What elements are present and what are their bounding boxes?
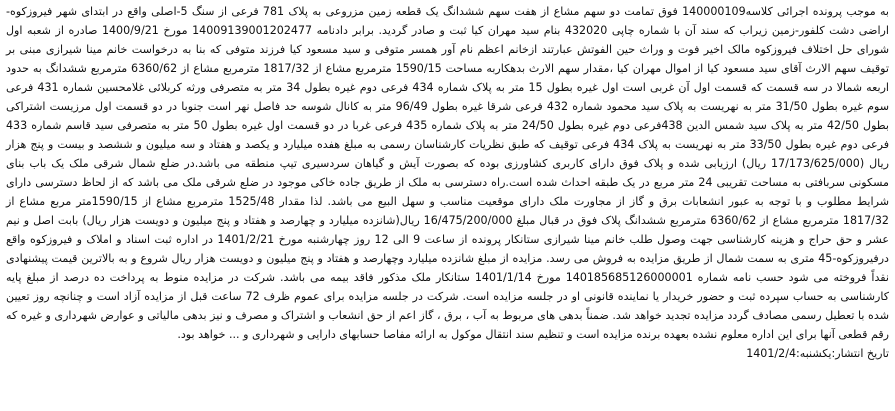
publication-date-label: تاریخ انتشار:یکشنبه: bbox=[796, 347, 889, 360]
publication-date-value: 1401/2/4 bbox=[746, 347, 797, 360]
publication-date bbox=[6, 344, 889, 363]
notice-body-text: به موجب پرونده اجرائی کلاسه140000109 فوق تمامت دو سهم مشاع از هفت سهم ششدانگ یک قطعه زمین مزروعی به پلاک 781 فرعی از سنگ 5-اصلی واقع در ابتدای شهر فیروزکوه-اراضی دشت کلفور-زمین زیراب که سند آن با شماره چاپی 432020 بنام سید مهران کیا ثبت و صادر گردید. برابر دادنامه 140091390012024‌77 مورخ 1400/9/21 صادره از شعبه اول شورای حل اختلاف فیروزکوه مالک اخیر فوت و وراث حین الفوتش عبارتند ازخانم اعظم نام آور همسر متوفی و سید مسعود کیا فرزند متوفی که بنا به درخواست خانم مینا شیرازی مبنی بر توقیف سهم الارث آقای سید مسعود کیا از اموال مهران کیا ،مقدار سهم الارث بدهکاربه مساحت 1590/15 مترمربع مشاع از 1817/32 مترمربع مشاع از 6360/62 مترمربع ششدانگ به حدود اربعه شمالا در سه قسمت که قسمت اول آن غربی است اول غیره بطول 15 متر به پلاک شماره 434 فرعی دوم غیره بطول 34 متر به متصرفی ورثه کربلائی غلامحسین شماره 431 فرعی سوم غیره بطول 31/50 متر به نهریست به پلاک سید محمود شماره 432 فرعی شرقا غیره بطول 96/49 متر به کانال شوسه حد فاصل نهر است جنوبا در دو قسمت اول مرزیست اشتراکی بطول 42/50 متر به پلاک سید شمس الدین 438فرعی دوم غیره بطول 24/50 متر به پلاک شماره 435 فرعی غربا در دو قسمت اول غیره بطول 50 متر به متصرفی سید قاسم شماره 433 فرعی دوم غیره بطول 33/50 متر به نهریست به پلاک 434 فرعی توقیف که طبق نظریات کارشناسان رسمی به مبلغ هفده میلیارد و یکصد و هفتاد و سه میلیون و ششصد و بیست و پنج هزار ریال (17/173/625/000 ریال) ارزیابی شده و پلاک فوق دارای کاربری کشاورزی بوده که بصورت آیش و گیاهان سردسیری تیپ منطقه می باشد.در ضلع شمال شرقی ملک یک باب بنای مسکونی سربافتی به مساحت تقریبی 24 متر مربع در یک طبقه احداث شده است.راه دسترسی به ملک از طریق جاده خاکی موجود در ضلع شرقی ملک می باشد که از لحاظ دسترسی دارای شرایط مطلوب و با توجه به عبور انشعابات برق و گاز از مجاورت ملک دارای موقعیت مناسب و سهل البیع می باشد. لذا مقدار 1525/48 مترمربع مشاع از 1590/15متر مربع مشاع از 1817/32 مترمربع مشاع از 6360/62 مترمربع ششدانگ پلاک فوق در قبال مبلغ 16/475/200/000 ریال(شانزده میلیارد و چهارصد و هفتاد و پنج میلیون و دویست هزار ریال) بابت اصل و نیم عشر و حق حراج و هزینه کارشناسی جهت وصول طلب خانم مینا شیرازی ستانکار پرونده از ساعت 9 الی 12 روز چهارشنبه مورخ 1401/2/21 در اداره ثبت اسناد و املاک و فیروزکوه واقع درفیروزکوه-45 متری به سمت شمال از طریق مزایده به فروش می رسد. مزایده از مبلغ شانزده میلیارد وچهارصد و هفتاد و پنج میلیون و دویست هزار ریال شروع و به بالاترین قیمت پیشنهادی نقداً فروخته می شود حسب نامه شماره 140185685126000001 مورخ 1401/1/14 ستانکار ملک مذکور فاقد بیمه می باشد. شرکت در مزایده منوط به پرداخت ده درصد از مبلغ پایه کارشناسی به حساب سپرده ثبت و حضور خریدار یا نماینده قانونی او در جلسه مزایده است. شرکت در جلسه مزایده برای عموم ظرف 72 ساعت قبل از مزایده آزاد است و چنانچه روز تعیین شده با تعطیل رسمی مصادف گردد مزایده تجدید خواهد شد. ضمناً بدهی های مربوط به آب ، برق ، گاز اعم از حق انشعاب و اشتراک و مصرف و نیز بدهی مالیاتی و عوارض شهرداری و غیره که رقم قطعی آنها برای این اداره معلوم نشده بعهده برنده مزایده است و تنظیم سند انتقال موکول به ارائه مفاصا حسابهای دارایی و شهرداری و ... خواهد بود. bbox=[6, 5, 890, 341]
auction-notice bbox=[6, 2, 889, 408]
